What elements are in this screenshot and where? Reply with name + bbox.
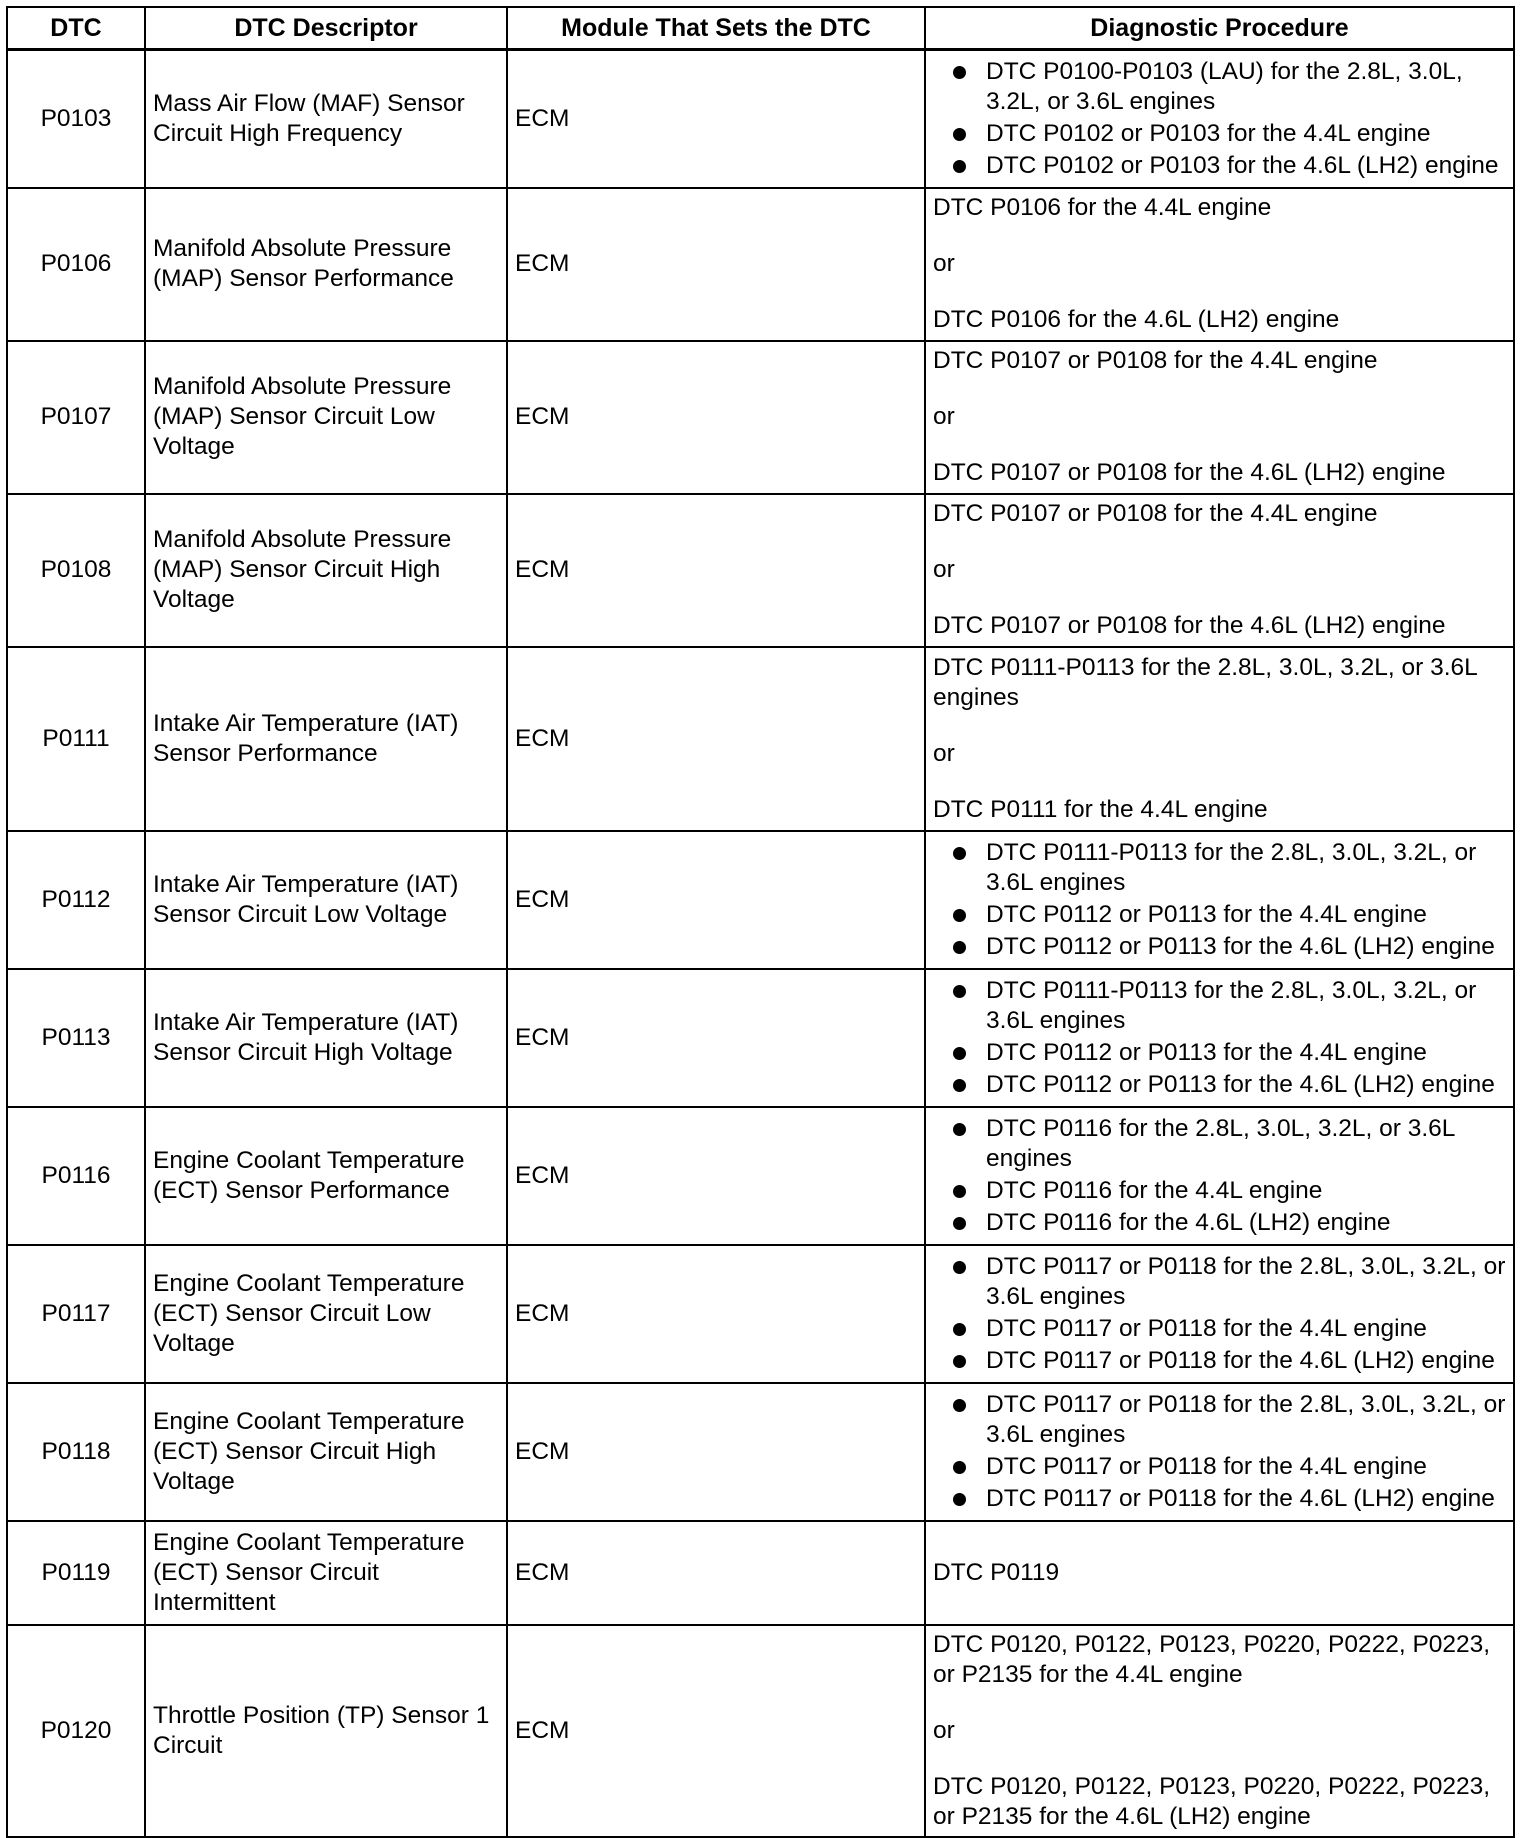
procedure-bullet-item: DTC P0117 or P0118 for the 2.8L, 3.0L, 3.2L, or 3.6L engines — [986, 1390, 1506, 1448]
dtc-code: P0119 — [7, 1521, 145, 1625]
dtc-code: P0112 — [7, 831, 145, 969]
procedure-bullet-item: DTC P0102 or P0103 for the 4.4L engine — [986, 119, 1506, 149]
module-name: ECM — [507, 341, 925, 494]
table-row — [7, 1245, 1514, 1383]
header-dtc-descriptor: DTC Descriptor — [145, 7, 507, 50]
procedure-bullet-item: DTC P0116 for the 2.8L, 3.0L, 3.2L, or 3.6L engines — [986, 1114, 1506, 1174]
procedure-paragraph: DTC P0106 for the 4.6L (LH2) engine — [933, 306, 1340, 333]
procedure-bullet-item: DTC P0100-P0103 (LAU) for the 2.8L, 3.0L, 3.2L, or 3.6L engines — [986, 57, 1506, 117]
procedure-bullet-item: DTC P0111-P0113 for the 2.8L, 3.0L, 3.2L, or 3.6L engines — [986, 838, 1506, 898]
diagnostic-procedure — [925, 647, 1514, 831]
header-row — [7, 7, 1514, 50]
dtc-code: P0103 — [7, 50, 145, 188]
module-name: ECM — [507, 1245, 925, 1383]
module-name: ECM — [507, 1521, 925, 1625]
procedure-paragraph: DTC P0106 for the 4.4L engine — [933, 194, 1272, 221]
procedure-bullet-list — [933, 976, 1506, 1100]
dtc-code: P0113 — [7, 969, 145, 1107]
table-row — [7, 494, 1514, 647]
procedure-bullet-item: DTC P0117 or P0118 for the 4.4L engine — [986, 1314, 1506, 1344]
dtc-code: P0116 — [7, 1107, 145, 1245]
diagnostic-procedure — [925, 1383, 1514, 1521]
procedure-paragraph: or — [933, 556, 955, 583]
procedure-paragraph: or — [933, 250, 955, 277]
procedure-paragraph: or — [933, 739, 955, 767]
table-row — [7, 50, 1514, 188]
diagnostic-procedure — [925, 341, 1514, 494]
diagnostic-procedure — [925, 969, 1514, 1107]
procedure-bullet-item: DTC P0116 for the 4.6L (LH2) engine — [986, 1208, 1506, 1238]
table-body — [7, 50, 1514, 1837]
procedure-bullet-list — [933, 838, 1506, 962]
dtc-descriptor: Engine Coolant Temperature (ECT) Sensor Circuit Low Voltage — [145, 1245, 507, 1383]
procedure-bullet-item: DTC P0112 or P0113 for the 4.4L engine — [986, 900, 1506, 930]
diagnostic-procedure — [925, 188, 1514, 341]
module-name: ECM — [507, 1625, 925, 1837]
table-row — [7, 1383, 1514, 1521]
dtc-descriptor: Mass Air Flow (MAF) Sensor Circuit High Frequency — [145, 50, 507, 188]
dtc-code: P0120 — [7, 1625, 145, 1837]
module-name: ECM — [507, 969, 925, 1107]
dtc-code: P0111 — [7, 647, 145, 831]
procedure-bullet-item: DTC P0117 or P0118 for the 4.6L (LH2) engine — [986, 1484, 1506, 1514]
procedure-paragraph: DTC P0111 for the 4.4L engine — [933, 795, 1268, 823]
procedure-bullet-list — [933, 1114, 1506, 1238]
module-name: ECM — [507, 1107, 925, 1245]
procedure-paragraph: DTC P0120, P0122, P0123, P0220, P0222, P0223, or P2135 for the 4.4L engine — [933, 1630, 1491, 1688]
procedure-bullet-item: DTC P0112 or P0113 for the 4.4L engine — [986, 1038, 1506, 1068]
dtc-code: P0117 — [7, 1245, 145, 1383]
dtc-descriptor: Intake Air Temperature (IAT) Sensor Circuit High Voltage — [145, 969, 507, 1107]
dtc-descriptor: Throttle Position (TP) Sensor 1 Circuit — [145, 1625, 507, 1837]
table-row — [7, 341, 1514, 494]
table-row — [7, 1107, 1514, 1245]
procedure-paragraph: DTC P0107 or P0108 for the 4.4L engine — [933, 500, 1378, 527]
procedure-paragraph: DTC P0120, P0122, P0123, P0220, P0222, P0223, or P2135 for the 4.6L (LH2) engine — [933, 1772, 1491, 1830]
procedure-paragraph: DTC P0111-P0113 for the 2.8L, 3.0L, 3.2L, or 3.6L engines — [933, 653, 1477, 711]
table-row — [7, 1521, 1514, 1625]
diagnostic-procedure — [925, 1245, 1514, 1383]
module-name: ECM — [507, 1383, 925, 1521]
procedure-bullet-list — [933, 1390, 1506, 1514]
module-name: ECM — [507, 188, 925, 341]
dtc-code: P0107 — [7, 341, 145, 494]
module-name: ECM — [507, 494, 925, 647]
header-diagnostic-procedure: Diagnostic Procedure — [925, 7, 1514, 50]
procedure-paragraph: DTC P0119 — [933, 1558, 1060, 1586]
procedure-paragraph: DTC P0107 or P0108 for the 4.4L engine — [933, 347, 1378, 374]
dtc-code: P0108 — [7, 494, 145, 647]
module-name: ECM — [507, 831, 925, 969]
module-name: ECM — [507, 647, 925, 831]
diagnostic-procedure — [925, 494, 1514, 647]
diagnostic-procedure — [925, 1521, 1514, 1625]
dtc-code: P0106 — [7, 188, 145, 341]
diagnostic-procedure — [925, 50, 1514, 188]
procedure-paragraph: or — [933, 403, 955, 430]
procedure-bullet-item: DTC P0112 or P0113 for the 4.6L (LH2) engine — [986, 932, 1506, 962]
procedure-bullet-list — [933, 57, 1506, 181]
procedure-bullet-item: DTC P0117 or P0118 for the 2.8L, 3.0L, 3.2L, or 3.6L engines — [986, 1252, 1506, 1310]
dtc-descriptor: Manifold Absolute Pressure (MAP) Sensor Circuit Low Voltage — [145, 341, 507, 494]
dtc-descriptor: Engine Coolant Temperature (ECT) Sensor Circuit High Voltage — [145, 1383, 507, 1521]
dtc-descriptor: Intake Air Temperature (IAT) Sensor Circuit Low Voltage — [145, 831, 507, 969]
table-header — [7, 7, 1514, 50]
dtc-descriptor: Engine Coolant Temperature (ECT) Sensor Performance — [145, 1107, 507, 1245]
table-row — [7, 1625, 1514, 1837]
table-row — [7, 188, 1514, 341]
procedure-bullet-item: DTC P0117 or P0118 for the 4.4L engine — [986, 1452, 1506, 1482]
procedure-bullet-item: DTC P0111-P0113 for the 2.8L, 3.0L, 3.2L, or 3.6L engines — [986, 976, 1506, 1036]
procedure-paragraph: DTC P0107 or P0108 for the 4.6L (LH2) engine — [933, 612, 1446, 639]
procedure-bullet-list — [933, 1252, 1506, 1376]
diagnostic-procedure — [925, 1107, 1514, 1245]
dtc-descriptor: Manifold Absolute Pressure (MAP) Sensor Performance — [145, 188, 507, 341]
dtc-table — [6, 6, 1515, 1838]
table-row — [7, 647, 1514, 831]
header-module: Module That Sets the DTC — [507, 7, 925, 50]
dtc-descriptor: Intake Air Temperature (IAT) Sensor Performance — [145, 647, 507, 831]
diagnostic-procedure — [925, 1625, 1514, 1837]
diagnostic-procedure — [925, 831, 1514, 969]
procedure-bullet-item: DTC P0117 or P0118 for the 4.6L (LH2) engine — [986, 1346, 1506, 1376]
dtc-code: P0118 — [7, 1383, 145, 1521]
procedure-bullet-item: DTC P0112 or P0113 for the 4.6L (LH2) engine — [986, 1070, 1506, 1100]
table-row — [7, 969, 1514, 1107]
header-dtc: DTC — [7, 7, 145, 50]
procedure-paragraph: DTC P0107 or P0108 for the 4.6L (LH2) engine — [933, 459, 1446, 486]
procedure-bullet-item: DTC P0116 for the 4.4L engine — [986, 1176, 1506, 1206]
table-row — [7, 831, 1514, 969]
procedure-bullet-item: DTC P0102 or P0103 for the 4.6L (LH2) engine — [986, 151, 1506, 181]
dtc-descriptor: Manifold Absolute Pressure (MAP) Sensor Circuit High Voltage — [145, 494, 507, 647]
dtc-descriptor: Engine Coolant Temperature (ECT) Sensor Circuit Intermittent — [145, 1521, 507, 1625]
module-name: ECM — [507, 50, 925, 188]
procedure-paragraph: or — [933, 1716, 955, 1744]
